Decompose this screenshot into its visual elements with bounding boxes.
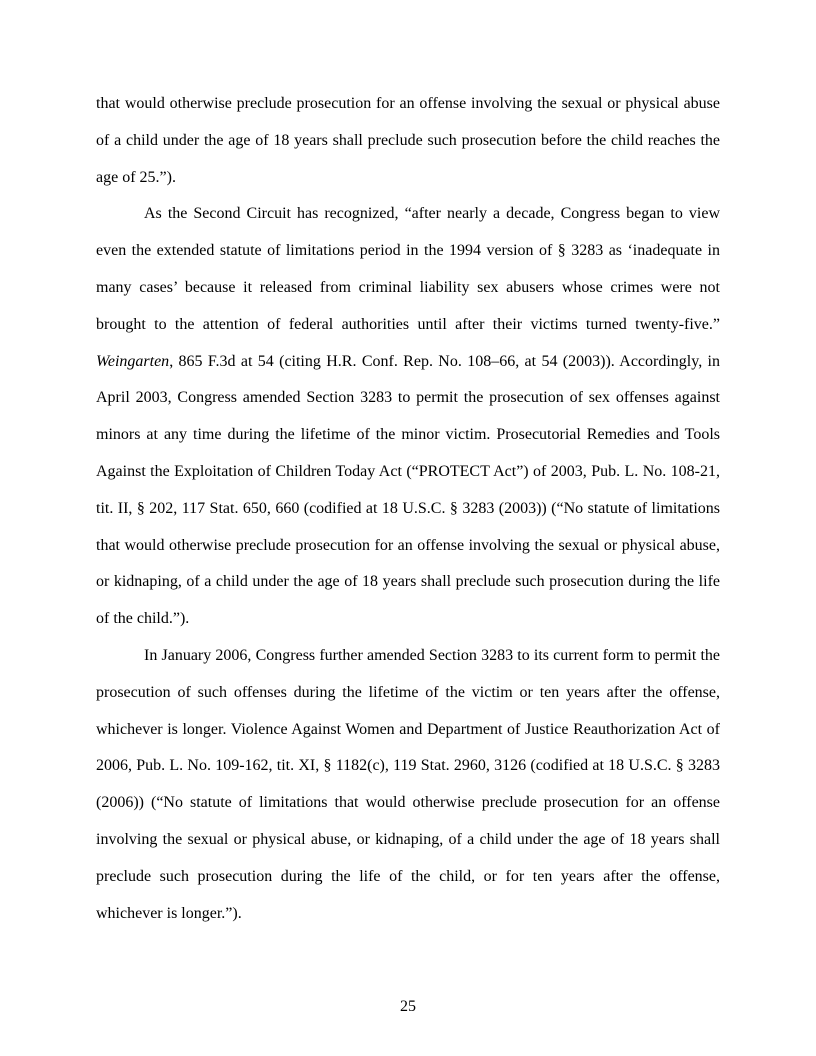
page-number: 25	[400, 998, 416, 1015]
case-name-weingarten: Weingarten	[96, 352, 170, 370]
paragraph-continuation	[96, 86, 720, 196]
document-body	[96, 86, 720, 932]
paragraph-text: As the Second Circuit has recognized, “after nearly a decade, Congress began to view even the extended statute of limitations period in the 1994 version of § 3283 as ‘inadequate in many cases’ because it released from criminal liability sex abusers whose crimes were not brought to the attention of federal authorities until after their victims turned twenty-five.”	[96, 205, 720, 333]
paragraph-text: that would otherwise preclude prosecution for an offense involving the sexual or physical abuse of a child under the age of 18 years shall preclude such prosecution before the child reaches the age of 25.”).	[96, 95, 720, 186]
paragraph-second-circuit	[96, 196, 720, 638]
paragraph-text: In January 2006, Congress further amended Section 3283 to its current form to permit the prosecution of such offenses during the lifetime of the victim or ten years after the offense, whichever is longer. Violence Against Women and Department of Justice Reauthorization Act of 2006, Pub. L. No. 109-162, tit. XI, § 1182(c), 119 Stat. 2960, 3126 (codified at 18 U.S.C. § 3283 (2006)) (“No statute of limitations that would otherwise preclude prosecution for an offense involving the sexual or physical abuse, or kidnaping, of a child under the age of 18 years shall preclude such prosecution during the life of the child, or for ten years after the offense, whichever is longer.”).	[96, 646, 720, 922]
paragraph-january-2006	[96, 638, 720, 932]
paragraph-text: , 865 F.3d at 54 (citing H.R. Conf. Rep. No. 108–66, at 54 (2003)). Accordingly, in April 2003, Congress amended Section 3283 to permit the prosecution of sex offenses against minors at any time during the lifetime of the minor victim. Prosecutorial Remedies and Tools Against the Exploitation of Children Today Act (“PROTECT Act”) of 2003, Pub. L. No. 108-21, tit. II, § 202, 117 Stat. 650, 660 (codified at 18 U.S.C. § 3283 (2003)) (“No statute of limitations that would otherwise preclude prosecution for an offense involving the sexual or physical abuse, or kidnaping, of a child under the age of 18 years shall preclude such prosecution during the life of the child.”).	[96, 352, 720, 628]
